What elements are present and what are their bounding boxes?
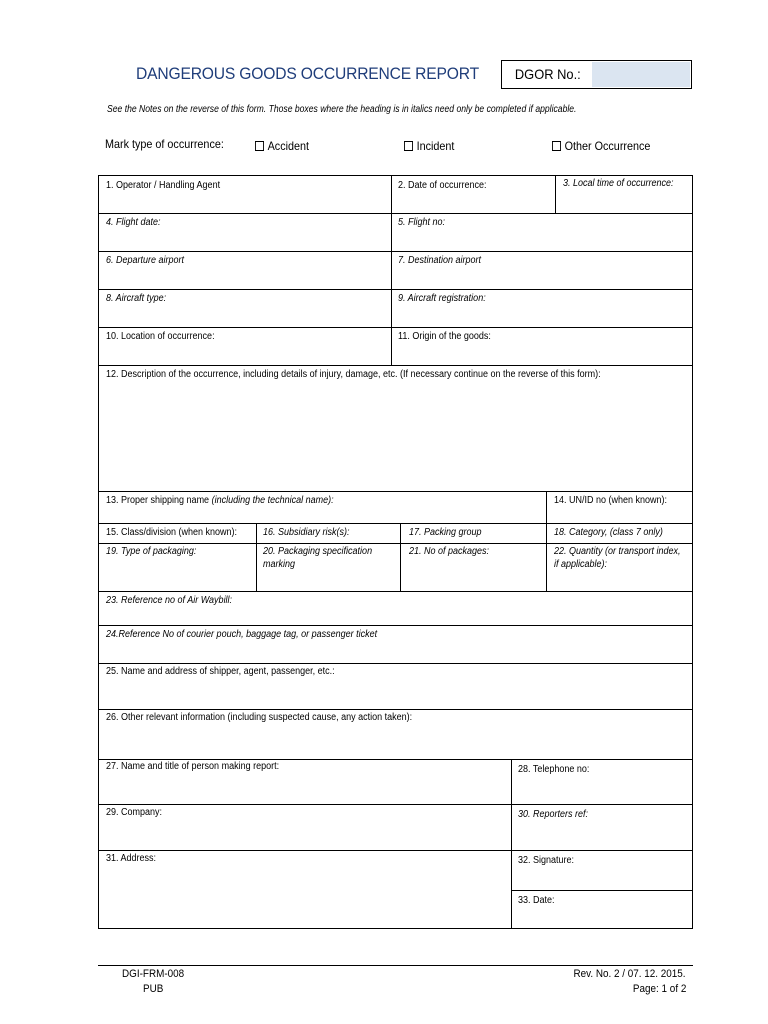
field-subsidiary-risks[interactable] — [256, 523, 400, 543]
form-code: DGI-FRM-008 — [122, 968, 185, 980]
classification-label: PUB — [143, 983, 164, 995]
field-label: 21. No of packages: — [409, 546, 490, 557]
field-label — [106, 495, 334, 507]
field-other-relevant-information[interactable] — [99, 709, 692, 759]
checkbox-icon[interactable] — [255, 141, 264, 151]
dgor-label: DGOR No.: — [514, 66, 581, 82]
field-operator-handling-agent[interactable] — [99, 176, 391, 213]
checkbox-icon[interactable] — [404, 141, 413, 151]
field-label: 18. Category, (class 7 only) — [554, 527, 663, 538]
field-shipper-name-address[interactable] — [99, 663, 692, 709]
field-label-main: 13. Proper shipping name — [106, 495, 210, 506]
field-date-of-occurrence[interactable] — [391, 176, 555, 213]
field-label: 2. Date of occurrence: — [398, 180, 487, 191]
field-flight-no[interactable] — [391, 213, 692, 251]
field-quantity[interactable] — [546, 543, 692, 591]
field-label: 17. Packing group — [409, 527, 482, 538]
field-label: 5. Flight no: — [398, 217, 446, 228]
field-label: 9. Aircraft registration: — [398, 293, 486, 304]
field-reporter-name-title[interactable] — [99, 759, 511, 804]
field-label: 27. Name and title of person making report: — [106, 761, 280, 772]
form-notes: See the Notes on the reverse of this form. Those boxes where the heading is in italics need only be completed if applicable. — [107, 104, 577, 115]
field-label: 31. Address: — [106, 853, 157, 864]
field-label: 26. Other relevant information (including suspected cause, any action taken): — [106, 712, 413, 723]
field-label: 12. Description of the occurrence, including details of injury, damage, etc. (If necessary continue on the reverse of this form): — [106, 369, 601, 380]
field-type-of-packaging[interactable] — [99, 543, 256, 591]
field-proper-shipping-name[interactable] — [99, 491, 546, 523]
footer-divider — [98, 965, 693, 966]
field-description-of-occurrence[interactable] — [99, 365, 692, 491]
field-label: 25. Name and address of shipper, agent, passenger, etc.: — [106, 666, 335, 677]
field-label: 30. Reporters ref: — [518, 809, 589, 820]
field-label: 11. Origin of the goods: — [398, 331, 491, 342]
field-origin-of-goods[interactable] — [391, 327, 692, 365]
field-label: 23. Reference no of Air Waybill: — [106, 595, 233, 606]
field-air-waybill-reference[interactable] — [99, 591, 692, 625]
field-label: 29. Company: — [106, 807, 163, 818]
field-label: 24.Reference No of courier pouch, baggage tag, or passenger ticket — [106, 629, 378, 640]
field-label: 3. Local time of occurrence: — [563, 178, 674, 189]
field-local-time-of-occurrence[interactable] — [555, 176, 692, 213]
field-courier-pouch-reference[interactable] — [99, 625, 692, 663]
accident-checkbox[interactable] — [255, 139, 309, 153]
field-label-italic: (including the technical name): — [211, 495, 334, 506]
field-flight-date[interactable] — [99, 213, 391, 251]
field-aircraft-registration[interactable] — [391, 289, 692, 327]
field-reporters-ref[interactable] — [511, 804, 692, 850]
occurrence-type-label: Mark type of occurrence: — [105, 137, 224, 151]
field-company[interactable] — [99, 804, 511, 850]
field-departure-airport[interactable] — [99, 251, 391, 289]
field-category[interactable] — [546, 523, 692, 543]
field-signature[interactable] — [511, 850, 692, 890]
field-label: 8. Aircraft type: — [106, 293, 167, 304]
other-occurrence-label: Other Occurrence — [564, 139, 651, 153]
field-no-of-packages[interactable] — [400, 543, 546, 591]
field-label: 32. Signature: — [518, 855, 575, 866]
field-packaging-specification-marking[interactable] — [256, 543, 400, 591]
field-label: marking — [263, 559, 296, 570]
field-address[interactable] — [99, 850, 511, 928]
incident-label: Incident — [416, 139, 455, 153]
field-label: 14. UN/ID no (when known): — [554, 495, 668, 506]
other-occurrence-checkbox[interactable] — [552, 139, 650, 153]
field-label: if applicable): — [554, 559, 608, 570]
field-label: 19. Type of packaging: — [106, 546, 197, 557]
field-telephone-no[interactable] — [511, 759, 692, 804]
field-location-of-occurrence[interactable] — [99, 327, 391, 365]
field-label: 10. Location of occurrence: — [106, 331, 215, 342]
field-label: 7. Destination airport — [398, 255, 482, 266]
dgor-number-field — [501, 60, 692, 89]
field-label: 33. Date: — [518, 895, 555, 906]
field-un-id-no[interactable] — [546, 491, 692, 523]
field-label: 6. Departure airport — [106, 255, 185, 266]
incident-checkbox[interactable] — [404, 139, 454, 153]
revision-info: Rev. No. 2 / 07. 12. 2015. — [573, 968, 686, 980]
field-label: 20. Packaging specification — [263, 546, 373, 557]
page-title: DANGEROUS GOODS OCCURRENCE REPORT — [136, 64, 479, 83]
report-form — [98, 175, 693, 929]
field-aircraft-type[interactable] — [99, 289, 391, 327]
field-destination-airport[interactable] — [391, 251, 692, 289]
field-date[interactable] — [511, 890, 692, 928]
field-packing-group[interactable] — [400, 523, 546, 543]
field-class-division[interactable] — [99, 523, 256, 543]
page-number: Page: 1 of 2 — [632, 983, 686, 995]
field-label: 28. Telephone no: — [518, 764, 590, 775]
field-label: 15. Class/division (when known): — [106, 527, 238, 538]
field-label: 4. Flight date: — [106, 217, 161, 228]
dgor-input[interactable] — [592, 62, 690, 87]
accident-label: Accident — [267, 139, 310, 153]
checkbox-icon[interactable] — [552, 141, 561, 151]
field-label: 22. Quantity (or transport index, — [554, 546, 681, 557]
field-label: 16. Subsidiary risk(s): — [263, 527, 350, 538]
field-label: 1. Operator / Handling Agent — [106, 180, 221, 191]
